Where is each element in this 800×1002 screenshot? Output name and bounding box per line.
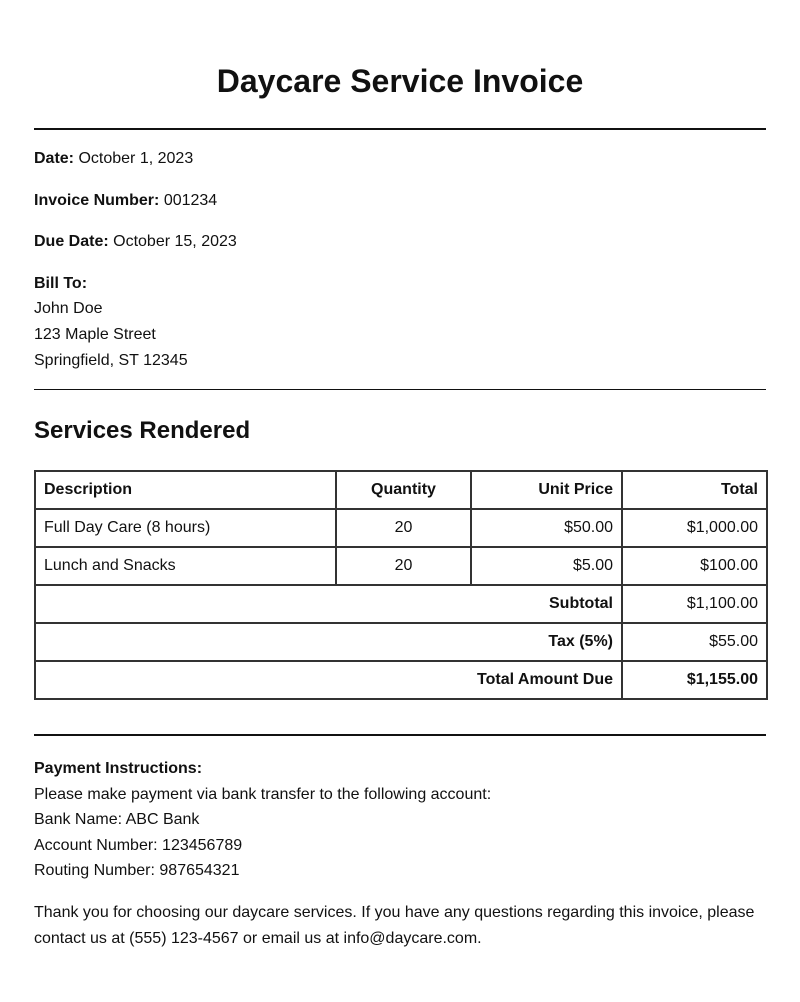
date-value: October 1, 2023 xyxy=(78,150,194,167)
header-description: Description xyxy=(35,471,336,509)
row-quantity: 20 xyxy=(336,547,471,585)
total-due-row xyxy=(35,661,767,699)
tax-value: $55.00 xyxy=(622,623,767,661)
header-quantity: Quantity xyxy=(336,471,471,509)
header-divider xyxy=(34,128,766,130)
tax-label: Tax (5%) xyxy=(35,623,622,661)
header-unit-price: Unit Price xyxy=(471,471,622,509)
row-quantity: 20 xyxy=(336,509,471,547)
due-date-label: Due Date: xyxy=(34,233,109,250)
payment-divider xyxy=(34,734,766,736)
header-total: Total xyxy=(622,471,767,509)
row-total: $100.00 xyxy=(622,547,767,585)
row-total: $1,000.00 xyxy=(622,509,767,547)
invoice-date xyxy=(34,148,193,170)
due-date-value: October 15, 2023 xyxy=(113,233,237,250)
services-table xyxy=(34,470,768,700)
due-date xyxy=(34,231,237,253)
row-unit-price: $50.00 xyxy=(471,509,622,547)
invoice-number-value: 001234 xyxy=(163,192,218,209)
tax-row xyxy=(35,623,767,661)
invoice-number-label: Invoice Number: xyxy=(34,192,160,209)
table-row xyxy=(35,509,767,547)
routing-number: Routing Number: 987654321 xyxy=(34,862,240,879)
bill-to-heading: Bill To: xyxy=(34,275,88,292)
table-header-row xyxy=(35,471,767,509)
row-description: Lunch and Snacks xyxy=(35,547,336,585)
invoice-number xyxy=(34,190,217,212)
thank-you-note: Thank you for choosing our daycare services. If you have any questions regarding this invoice, please contact us at (555) 123-4567 or email us at info@daycare.com. xyxy=(34,904,755,947)
subtotal-label: Subtotal xyxy=(35,585,622,623)
bill-to-label xyxy=(34,273,87,295)
bill-to-name: John Doe xyxy=(34,300,103,317)
total-due-value: $1,155.00 xyxy=(622,661,767,699)
account-number: Account Number: 123456789 xyxy=(34,837,243,854)
bill-to-street: 123 Maple Street xyxy=(34,326,156,343)
total-due-label: Total Amount Due xyxy=(35,661,622,699)
bill-to-city: Springfield, ST 12345 xyxy=(34,352,188,369)
row-description: Full Day Care (8 hours) xyxy=(35,509,336,547)
bank-name: Bank Name: ABC Bank xyxy=(34,811,200,828)
services-title: Services Rendered xyxy=(34,417,251,444)
billing-divider xyxy=(34,389,766,390)
date-label: Date: xyxy=(34,150,75,167)
table-row xyxy=(35,547,767,585)
subtotal-value: $1,100.00 xyxy=(622,585,767,623)
invoice-title: Daycare Service Invoice xyxy=(216,63,584,99)
payment-heading: Payment Instructions: xyxy=(34,760,203,777)
payment-label xyxy=(34,758,202,780)
row-unit-price: $5.00 xyxy=(471,547,622,585)
payment-instructions-text: Please make payment via bank transfer to the following account: xyxy=(34,786,492,803)
subtotal-row xyxy=(35,585,767,623)
